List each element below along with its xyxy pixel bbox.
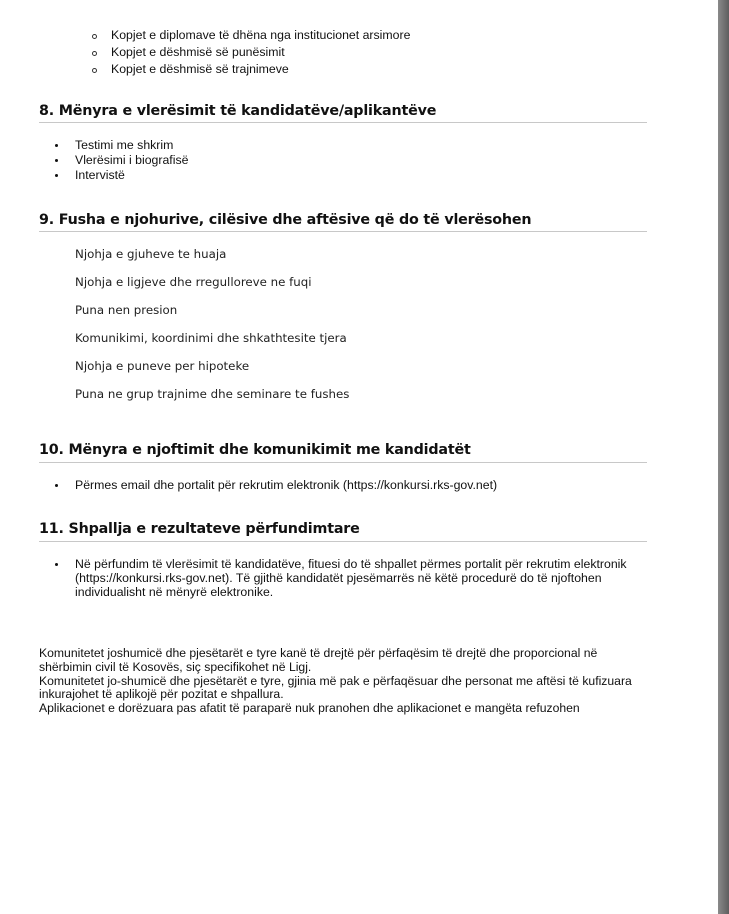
closing-line: inkurajohet të aplikojë për pozitat e shpallura.	[39, 687, 284, 701]
list-item: Kopjet e dëshmisë së trajnimeve	[111, 62, 289, 76]
section-8-heading: 8. Mënyra e vlerësimit të kandidatëve/aplikantëve	[39, 103, 437, 119]
section-11-heading: 11. Shpallja e rezultateve përfundimtare	[39, 521, 360, 537]
bullet-icon	[55, 144, 58, 147]
list-item: Përmes email dhe portalit për rekrutim elektronik (https://konkursi.rks-gov.net)	[75, 478, 498, 492]
list-item-line: individualisht në mënyrë elektronike.	[75, 585, 274, 599]
bullet-icon	[55, 563, 58, 566]
section-10-heading: 10. Mënyra e njoftimit dhe komunikimit me kandidatët	[39, 442, 471, 458]
list-item: Puna ne grup trajnime dhe seminare te fushes	[75, 387, 350, 401]
bullet-icon	[55, 484, 58, 487]
list-item: Vlerësimi i biografisë	[75, 153, 189, 167]
circle-bullet-icon	[92, 51, 97, 56]
list-item: Njohja e gjuheve te huaja	[75, 247, 227, 261]
bullet-icon	[55, 174, 58, 177]
closing-line: shërbimin civil të Kosovës, siç specifikohet në Ligj.	[39, 660, 312, 674]
list-item: Intervistë	[75, 168, 125, 182]
list-item: Njohja e puneve per hipoteke	[75, 359, 250, 373]
section-9-heading: 9. Fusha e njohurive, cilësive dhe aftësive që do të vlerësohen	[39, 212, 532, 228]
list-item-line: Në përfundim të vlerësimit të kandidatëve, fituesi do të shpallet përmes portalit për rekrutim elektronik	[75, 557, 627, 571]
circle-bullet-icon	[92, 34, 97, 39]
list-item: Kopjet e dëshmisë së punësimit	[111, 45, 285, 59]
circle-bullet-icon	[92, 68, 97, 73]
list-item: Komunikimi, koordinimi dhe shkathtesite tjera	[75, 331, 347, 345]
bullet-icon	[55, 159, 58, 162]
closing-line: Aplikacionet e dorëzuara pas afatit të paraparë nuk pranohen dhe aplikacionet e mangëta refuzohen	[39, 701, 580, 715]
list-item: Njohja e ligjeve dhe rregulloreve ne fuqi	[75, 275, 312, 289]
section-divider	[39, 462, 647, 463]
closing-line: Komunitetet joshumicë dhe pjesëtarët e tyre kanë të drejtë për përfaqësim të drejtë dhe proporcional në	[39, 646, 598, 660]
list-item: Puna nen presion	[75, 303, 178, 317]
list-item-line: (https://konkursi.rks-gov.net). Të gjithë kandidatët pjesëmarrës në këtë procedurë do të njoftohen	[75, 571, 602, 585]
section-divider	[39, 122, 647, 123]
section-divider	[39, 541, 647, 542]
section-divider	[39, 231, 647, 232]
list-item: Testimi me shkrim	[75, 138, 174, 152]
closing-line: Komunitetet jo-shumicë dhe pjesëtarët e tyre, gjinia më pak e përfaqësuar dhe personat me aftësi të kufizuara	[39, 674, 632, 688]
viewer-background	[718, 0, 729, 914]
list-item: Kopjet e diplomave të dhëna nga institucionet arsimore	[111, 28, 411, 42]
